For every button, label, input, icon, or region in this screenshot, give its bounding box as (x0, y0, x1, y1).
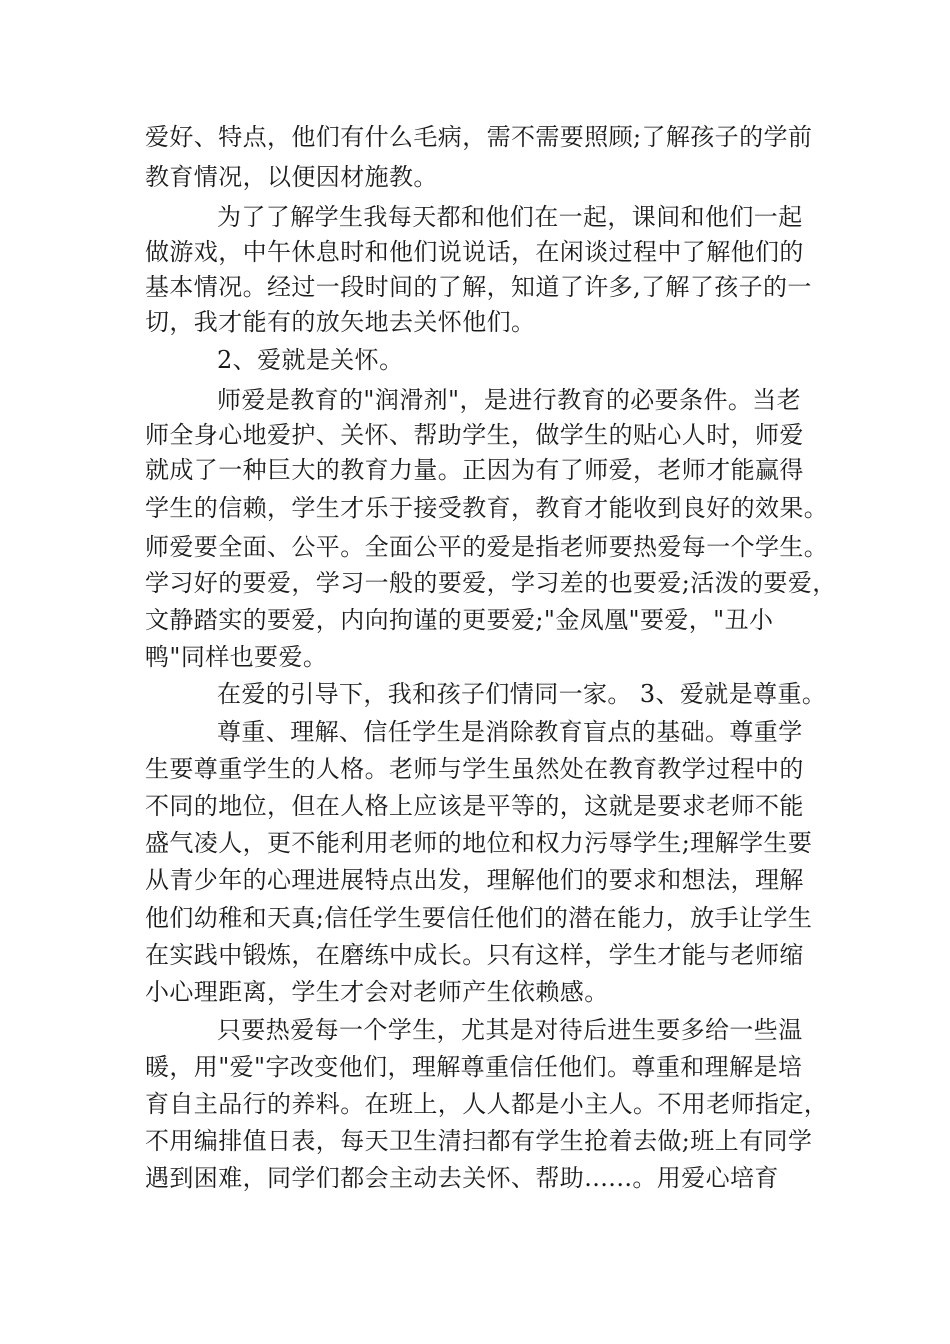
text-line: 小心理距离，学生才会对老师产生依赖感。 (145, 978, 609, 1006)
text-line: 鸭"同样也要爱。 (145, 643, 328, 671)
text-line: 师全身心地爱护、关怀、帮助学生，做学生的贴心人时，师爱 (145, 421, 804, 449)
text-line: 文静踏实的要爱，内向拘谨的更要爱;"金凤凰"要爱，"丑小 (145, 606, 774, 634)
text-line: 暖，用"爱"字改变他们，理解尊重信任他们。尊重和理解是培 (145, 1053, 803, 1081)
paragraph-first-line: 只要热爱每一个学生，尤其是对待后进生要多给一些温 (217, 1016, 803, 1044)
text-line: 切，我才能有的放矢地去关怀他们。 (145, 308, 536, 336)
text-line: 生要尊重学生的人格。老师与学生虽然处在教育教学过程中的 (145, 755, 804, 783)
text-line: 学生的信赖，学生才乐于接受教育，教育才能收到良好的效果。 (145, 494, 829, 522)
text-line: 学习好的要爱，学习一般的要爱，学习差的也要爱;活泼的要爱， (145, 569, 837, 597)
text-line: 他们幼稚和天真;信任学生要信任他们的潜在能力，放手让学生 (145, 904, 813, 932)
text-line: 从青少年的心理进展特点出发，理解他们的要求和想法，理解 (145, 866, 804, 894)
text-line: 遇到困难，同学们都会主动去关怀、帮助......。用爱心培育 (145, 1164, 779, 1192)
text-line: 盛气凌人，更不能利用老师的地位和权力污辱学生;理解学生要 (145, 829, 813, 857)
paragraph-first-line: 师爱是教育的"润滑剂"，是进行教育的必要条件。当老 (217, 386, 802, 414)
paragraph-first-line: 尊重、理解、信任学生是消除教育盲点的基础。尊重学 (217, 718, 803, 746)
text-line: 做游戏，中午休息时和他们说说话，在闲谈过程中了解他们的 (145, 238, 804, 266)
text-line: 不同的地位，但在人格上应该是平等的，这就是要求老师不能 (145, 792, 804, 820)
section-heading: 2、爱就是关怀。 (217, 346, 404, 374)
text-line: 师爱要全面、公平。全面公平的爱是指老师要热爱每一个学生。 (145, 533, 829, 561)
paragraph-first-line: 在爱的引导下，我和孩子们情同一家。 3、爱就是尊重。 (217, 680, 827, 708)
text-line: 育自主品行的养料。在班上，人人都是小主人。不用老师指定， (145, 1090, 829, 1118)
text-line: 就成了一种巨大的教育力量。正因为有了师爱，老师才能赢得 (145, 456, 804, 484)
text-line: 爱好、特点，他们有什么毛病，需不需要照顾;了解孩子的学前 (145, 123, 813, 151)
text-line: 基本情况。经过一段时间的了解，知道了许多,了解了孩子的一 (145, 273, 812, 301)
text-line: 在实践中锻炼，在磨练中成长。只有这样，学生才能与老师缩 (145, 941, 804, 969)
paragraph-first-line: 为了了解学生我每天都和他们在一起，课间和他们一起 (217, 203, 803, 231)
text-line: 教育情况，以便因材施教。 (145, 163, 438, 191)
text-line: 不用编排值日表，每天卫生清扫都有学生抢着去做;班上有同学 (145, 1127, 813, 1155)
